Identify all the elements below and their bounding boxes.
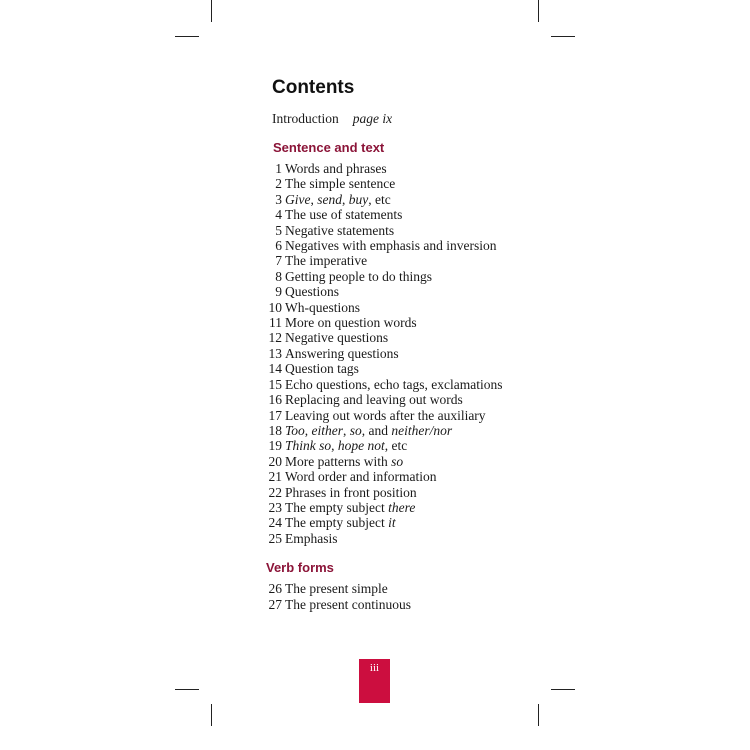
- intro-page-ref: page ix: [352, 111, 393, 126]
- entry-number: 25: [268, 530, 282, 546]
- entry-number: 4: [275, 207, 282, 223]
- entry-title-part: Phrases in front position: [285, 484, 417, 500]
- toc-entry: [263, 531, 523, 546]
- entry-title: [285, 269, 510, 284]
- toc-entry: [263, 223, 523, 238]
- entry-title: [285, 581, 510, 596]
- entry-number: 18: [268, 422, 282, 438]
- entry-title-part: , and: [361, 422, 392, 438]
- entry-number: 5: [275, 222, 282, 238]
- entry-title-part: Getting people to do things: [285, 268, 432, 284]
- crop-mark-left-bottom: [175, 689, 199, 690]
- entry-number: 27: [268, 596, 282, 612]
- entry-title-part: Words and phrases: [285, 161, 387, 176]
- entry-title-part: hope not: [337, 438, 385, 454]
- entry-title-part: ,: [304, 422, 312, 438]
- entry-number: 1: [275, 161, 282, 176]
- entry-title: [285, 485, 510, 500]
- entry-title-part: More patterns with: [285, 453, 392, 469]
- toc-entry: [263, 377, 523, 392]
- entry-title-part: Give: [285, 191, 311, 207]
- entry-list-verb-forms: [263, 581, 523, 612]
- toc-entry: [263, 238, 523, 253]
- entry-number: 13: [268, 345, 282, 361]
- entry-title-part: send: [317, 191, 342, 207]
- entry-title: [285, 361, 510, 376]
- toc-entry: [263, 207, 523, 222]
- entry-title: [285, 454, 510, 469]
- toc-entry: [263, 469, 523, 484]
- crop-mark-right-top: [551, 36, 575, 37]
- entry-title-part: , etc: [368, 191, 391, 207]
- entry-title-part: neither/nor: [391, 422, 453, 438]
- entry-title: [285, 531, 510, 546]
- toc-entry: [263, 597, 523, 612]
- entry-number: 8: [275, 268, 282, 284]
- entry-title-part: it: [388, 515, 396, 531]
- entry-title-part: Think so: [285, 438, 332, 454]
- intro-entry: [272, 110, 523, 128]
- entry-title: [285, 515, 510, 530]
- toc-entry: [263, 330, 523, 345]
- entry-number: 17: [268, 407, 282, 423]
- entry-title-part: Replacing and leaving out words: [285, 392, 463, 408]
- section-heading-sentence-and-text: Sentence and text: [273, 140, 385, 155]
- entry-title: [285, 192, 510, 207]
- toc-entry: [263, 423, 523, 438]
- entry-title-part: ,: [341, 191, 349, 207]
- entry-title-part: Too: [285, 422, 305, 438]
- entry-title: [285, 377, 510, 392]
- entry-number: 6: [275, 238, 282, 254]
- entry-title: [285, 207, 510, 222]
- entry-title-part: The imperative: [285, 253, 368, 269]
- entry-title: [285, 223, 510, 238]
- entry-title-part: Negatives with emphasis and inversion: [285, 238, 497, 254]
- entry-title: [285, 423, 510, 438]
- entry-title-part: Answering questions: [285, 345, 399, 361]
- entry-title-part: buy: [348, 191, 369, 207]
- crop-mark-left-top: [175, 36, 199, 37]
- entry-title: [285, 438, 510, 453]
- entry-number: 23: [268, 499, 282, 515]
- toc-entry: [263, 253, 523, 268]
- entry-title-part: Echo questions, echo tags, exclamations: [285, 376, 503, 392]
- entry-title-part: either: [311, 422, 344, 438]
- entry-title-part: Negative questions: [285, 330, 389, 346]
- toc-entry: [263, 284, 523, 299]
- entry-title-part: so: [391, 453, 404, 469]
- entry-title: [285, 392, 510, 407]
- entry-number: 19: [268, 438, 282, 454]
- entry-list-sentence-and-text: [263, 161, 523, 546]
- contents-page: [263, 74, 523, 612]
- toc-entry: [263, 176, 523, 191]
- toc-entry: [263, 485, 523, 500]
- entry-title-part: The use of statements: [285, 207, 403, 223]
- entry-number: 11: [269, 315, 282, 331]
- entry-title: [285, 253, 510, 268]
- entry-title: [285, 176, 510, 191]
- entry-title-part: Wh-questions: [285, 299, 360, 315]
- page-number-folio: iii: [359, 659, 390, 703]
- entry-title-part: there: [388, 499, 416, 515]
- entry-title-part: ,: [343, 422, 350, 438]
- entry-title-part: The present simple: [285, 581, 388, 597]
- entry-number: 12: [268, 330, 282, 346]
- toc-entry: [263, 346, 523, 361]
- toc-entry: [263, 300, 523, 315]
- page-title: Contents: [272, 77, 355, 98]
- entry-number: 24: [268, 515, 282, 531]
- entry-title: [285, 346, 510, 361]
- crop-mark-right-bottom: [551, 689, 575, 690]
- crop-mark-top-left: [211, 0, 212, 22]
- entry-title-part: ,: [310, 191, 318, 207]
- entry-number: 2: [275, 176, 282, 192]
- entry-title-part: The present continuous: [285, 596, 411, 612]
- entry-title: [285, 300, 510, 315]
- entry-title-part: Leaving out words after the auxiliary: [285, 407, 486, 423]
- entry-title-part: The empty subject: [285, 499, 389, 515]
- entry-title: [285, 315, 510, 330]
- crop-mark-bottom-right: [538, 704, 539, 726]
- entry-title-part: Negative statements: [285, 222, 395, 238]
- toc-entry: [263, 361, 523, 376]
- entry-title-part: so: [349, 422, 362, 438]
- entry-title: [285, 330, 510, 345]
- toc-entry: [263, 408, 523, 423]
- entry-title-part: Question tags: [285, 361, 359, 377]
- entry-title: [285, 469, 510, 484]
- toc-entry: [263, 392, 523, 407]
- crop-mark-top-right: [538, 0, 539, 22]
- toc-entry: [263, 581, 523, 596]
- toc-entry: [263, 269, 523, 284]
- entry-title: [285, 238, 510, 253]
- entry-number: 14: [268, 361, 282, 377]
- entry-title-part: The empty subject: [285, 515, 389, 531]
- entry-title-part: , etc: [384, 438, 408, 454]
- toc-entry: [263, 315, 523, 330]
- entry-number: 22: [268, 484, 282, 500]
- entry-title: [285, 284, 510, 299]
- entry-title-part: The simple sentence: [285, 176, 396, 192]
- toc-entry: [263, 515, 523, 530]
- entry-number: 3: [275, 191, 282, 207]
- toc-entry: [263, 438, 523, 453]
- entry-title: [285, 408, 510, 423]
- toc-entry: [263, 192, 523, 207]
- entry-number: 20: [268, 453, 282, 469]
- entry-number: 21: [268, 469, 282, 485]
- crop-mark-bottom-left: [211, 704, 212, 726]
- entry-number: 7: [275, 253, 282, 269]
- entry-title: [285, 597, 510, 612]
- entry-title-part: ,: [331, 438, 338, 454]
- toc-entry: [263, 161, 523, 176]
- section-heading-verb-forms: Verb forms: [266, 560, 334, 576]
- toc-entry: [263, 500, 523, 515]
- entry-title-part: Word order and information: [285, 469, 437, 485]
- entry-number: 10: [268, 299, 282, 315]
- entry-number: 16: [268, 392, 282, 408]
- entry-title: [285, 161, 510, 176]
- intro-label: Introduction: [272, 111, 339, 126]
- entry-number: 15: [268, 376, 282, 392]
- toc-entry: [263, 454, 523, 469]
- entry-title-part: Emphasis: [285, 530, 338, 546]
- entry-number: 26: [268, 581, 282, 597]
- entry-title-part: More on question words: [285, 315, 417, 331]
- entry-title-part: Questions: [285, 284, 339, 300]
- entry-title: [285, 500, 510, 515]
- entry-number: 9: [275, 284, 282, 300]
